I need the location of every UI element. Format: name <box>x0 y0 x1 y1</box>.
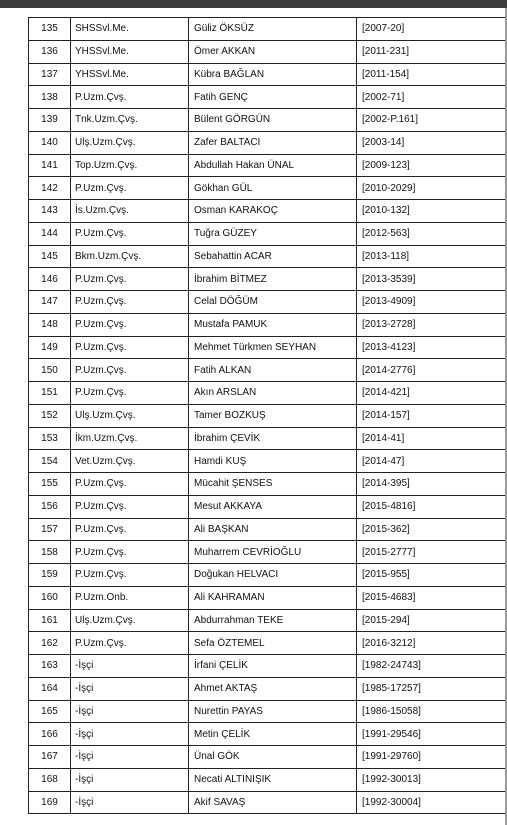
table-row <box>29 768 506 791</box>
row-number: 159 <box>29 564 71 587</box>
rank-cell: P.Uzm.Çvş. <box>71 473 189 496</box>
row-number: 166 <box>29 723 71 746</box>
registry-cell: [2015-362] <box>357 518 506 541</box>
registry-cell: [2015-294] <box>357 609 506 632</box>
rank-cell: P.Uzm.Çvş. <box>71 222 189 245</box>
table-row <box>29 63 506 86</box>
personnel-table <box>28 17 506 814</box>
registry-cell: [2015-2777] <box>357 541 506 564</box>
table-row <box>29 473 506 496</box>
personnel-table-body <box>29 18 506 814</box>
row-number: 168 <box>29 768 71 791</box>
table-row <box>29 245 506 268</box>
name-cell: Mücahit ŞENSES <box>189 473 357 496</box>
name-cell: Zafer BALTACI <box>189 131 357 154</box>
table-row <box>29 268 506 291</box>
registry-cell: [2014-395] <box>357 473 506 496</box>
registry-cell: [1991-29760] <box>357 746 506 769</box>
name-cell: Abdurrahman TEKE <box>189 609 357 632</box>
table-row <box>29 382 506 405</box>
registry-cell: [2013-3539] <box>357 268 506 291</box>
registry-cell: [2013-4909] <box>357 291 506 314</box>
registry-cell: [1992-30013] <box>357 768 506 791</box>
name-cell: Nurettin PAYAS <box>189 700 357 723</box>
registry-cell: [2013-4123] <box>357 336 506 359</box>
registry-cell: [2015-4683] <box>357 586 506 609</box>
name-cell: Ali KAHRAMAN <box>189 586 357 609</box>
row-number: 139 <box>29 109 71 132</box>
registry-cell: [1985-17257] <box>357 677 506 700</box>
rank-cell: -İşçi <box>71 723 189 746</box>
registry-cell: [1992-30004] <box>357 791 506 814</box>
row-number: 156 <box>29 495 71 518</box>
rank-cell: P.Uzm.Çvş. <box>71 495 189 518</box>
registry-cell: [2014-157] <box>357 404 506 427</box>
rank-cell: Ulş.Uzm.Çvş. <box>71 609 189 632</box>
table-row <box>29 86 506 109</box>
row-number: 150 <box>29 359 71 382</box>
registry-cell: [2011-154] <box>357 63 506 86</box>
rank-cell: P.Uzm.Çvş. <box>71 177 189 200</box>
row-number: 136 <box>29 40 71 63</box>
registry-cell: [2012-563] <box>357 222 506 245</box>
rank-cell: P.Uzm.Çvş. <box>71 382 189 405</box>
name-cell: Tuğra GÜZEY <box>189 222 357 245</box>
row-number: 140 <box>29 131 71 154</box>
registry-cell: [2016-3212] <box>357 632 506 655</box>
registry-cell: [2010-132] <box>357 200 506 223</box>
table-row <box>29 131 506 154</box>
name-cell: Doğukan HELVACI <box>189 564 357 587</box>
table-row <box>29 632 506 655</box>
rank-cell: -İşçi <box>71 655 189 678</box>
table-row <box>29 40 506 63</box>
rank-cell: Vet.Uzm.Çvş. <box>71 450 189 473</box>
rank-cell: -İşçi <box>71 700 189 723</box>
name-cell: İbrahim ÇEVİK <box>189 427 357 450</box>
table-row <box>29 677 506 700</box>
name-cell: Ahmet AKTAŞ <box>189 677 357 700</box>
name-cell: Kübra BAĞLAN <box>189 63 357 86</box>
rank-cell: P.Uzm.Çvş. <box>71 86 189 109</box>
row-number: 142 <box>29 177 71 200</box>
registry-cell: [2014-421] <box>357 382 506 405</box>
name-cell: Akif SAVAŞ <box>189 791 357 814</box>
row-number: 157 <box>29 518 71 541</box>
rank-cell: P.Uzm.Çvş. <box>71 268 189 291</box>
rank-cell: YHSSvl.Me. <box>71 40 189 63</box>
name-cell: Celal DÖĞÜM <box>189 291 357 314</box>
table-row <box>29 655 506 678</box>
table-row <box>29 200 506 223</box>
table-row <box>29 359 506 382</box>
registry-cell: [2011-231] <box>357 40 506 63</box>
rank-cell: P.Uzm.Çvş. <box>71 564 189 587</box>
row-number: 163 <box>29 655 71 678</box>
row-number: 141 <box>29 154 71 177</box>
name-cell: Mesut AKKAYA <box>189 495 357 518</box>
name-cell: Mustafa PAMUK <box>189 313 357 336</box>
registry-cell: [2014-41] <box>357 427 506 450</box>
table-row <box>29 291 506 314</box>
row-number: 145 <box>29 245 71 268</box>
row-number: 158 <box>29 541 71 564</box>
registry-cell: [1982-24743] <box>357 655 506 678</box>
registry-cell: [2014-2776] <box>357 359 506 382</box>
table-row <box>29 791 506 814</box>
table-row <box>29 564 506 587</box>
name-cell: Ömer AKKAN <box>189 40 357 63</box>
registry-cell: [2010-2029] <box>357 177 506 200</box>
name-cell: İrfani ÇELİK <box>189 655 357 678</box>
registry-cell: [2007-20] <box>357 18 506 41</box>
table-row <box>29 609 506 632</box>
registry-cell: [2015-4816] <box>357 495 506 518</box>
row-number: 154 <box>29 450 71 473</box>
registry-cell: [1991-29546] <box>357 723 506 746</box>
registry-cell: [2002-71] <box>357 86 506 109</box>
table-row <box>29 109 506 132</box>
row-number: 169 <box>29 791 71 814</box>
table-row <box>29 746 506 769</box>
name-cell: Metin ÇELİK <box>189 723 357 746</box>
row-number: 135 <box>29 18 71 41</box>
rank-cell: -İşçi <box>71 768 189 791</box>
table-row <box>29 700 506 723</box>
registry-cell: [2003-14] <box>357 131 506 154</box>
table-row <box>29 404 506 427</box>
row-number: 137 <box>29 63 71 86</box>
rank-cell: P.Uzm.Onb. <box>71 586 189 609</box>
rank-cell: P.Uzm.Çvş. <box>71 336 189 359</box>
row-number: 160 <box>29 586 71 609</box>
name-cell: Fatih GENÇ <box>189 86 357 109</box>
table-row <box>29 518 506 541</box>
name-cell: Sefa ÖZTEMEL <box>189 632 357 655</box>
registry-cell: [2013-118] <box>357 245 506 268</box>
table-row <box>29 495 506 518</box>
rank-cell: Tnk.Uzm.Çvş. <box>71 109 189 132</box>
row-number: 151 <box>29 382 71 405</box>
row-number: 164 <box>29 677 71 700</box>
rank-cell: -İşçi <box>71 746 189 769</box>
rank-cell: P.Uzm.Çvş. <box>71 632 189 655</box>
document-page <box>0 8 507 825</box>
name-cell: İbrahim BİTMEZ <box>189 268 357 291</box>
rank-cell: Bkm.Uzm.Çvş. <box>71 245 189 268</box>
row-number: 165 <box>29 700 71 723</box>
name-cell: Sebahattin ACAR <box>189 245 357 268</box>
row-number: 153 <box>29 427 71 450</box>
row-number: 147 <box>29 291 71 314</box>
name-cell: Hamdi KUŞ <box>189 450 357 473</box>
table-row <box>29 427 506 450</box>
name-cell: Osman KARAKOÇ <box>189 200 357 223</box>
row-number: 148 <box>29 313 71 336</box>
rank-cell: -İşçi <box>71 677 189 700</box>
row-number: 149 <box>29 336 71 359</box>
row-number: 155 <box>29 473 71 496</box>
rank-cell: YHSSvl.Me. <box>71 63 189 86</box>
name-cell: Ali BAŞKAN <box>189 518 357 541</box>
registry-cell: [2002-P.161] <box>357 109 506 132</box>
name-cell: Necati ALTINIŞIK <box>189 768 357 791</box>
table-row <box>29 586 506 609</box>
table-row <box>29 541 506 564</box>
rank-cell: -İşçi <box>71 791 189 814</box>
table-row <box>29 222 506 245</box>
row-number: 144 <box>29 222 71 245</box>
registry-cell: [2013-2728] <box>357 313 506 336</box>
row-number: 143 <box>29 200 71 223</box>
rank-cell: Ulş.Uzm.Çvş. <box>71 404 189 427</box>
rank-cell: P.Uzm.Çvş. <box>71 359 189 382</box>
rank-cell: Top.Uzm.Çvş. <box>71 154 189 177</box>
name-cell: Bülent GÖRGÜN <box>189 109 357 132</box>
table-row <box>29 154 506 177</box>
name-cell: Abdullah Hakan ÜNAL <box>189 154 357 177</box>
registry-cell: [2014-47] <box>357 450 506 473</box>
name-cell: Tamer BOZKUŞ <box>189 404 357 427</box>
table-row <box>29 336 506 359</box>
rank-cell: P.Uzm.Çvş. <box>71 518 189 541</box>
rank-cell: SHSSvl.Me. <box>71 18 189 41</box>
row-number: 152 <box>29 404 71 427</box>
table-row <box>29 18 506 41</box>
row-number: 167 <box>29 746 71 769</box>
table-row <box>29 177 506 200</box>
row-number: 146 <box>29 268 71 291</box>
name-cell: Ünal GÖK <box>189 746 357 769</box>
row-number: 162 <box>29 632 71 655</box>
row-number: 138 <box>29 86 71 109</box>
rank-cell: P.Uzm.Çvş. <box>71 541 189 564</box>
table-row <box>29 723 506 746</box>
name-cell: Akın ARSLAN <box>189 382 357 405</box>
table-row <box>29 450 506 473</box>
name-cell: Fatih ALKAN <box>189 359 357 382</box>
rank-cell: P.Uzm.Çvş. <box>71 313 189 336</box>
row-number: 161 <box>29 609 71 632</box>
rank-cell: İkm.Uzm.Çvş. <box>71 427 189 450</box>
name-cell: Güliz ÖKSÜZ <box>189 18 357 41</box>
name-cell: Gökhan GÜL <box>189 177 357 200</box>
rank-cell: P.Uzm.Çvş. <box>71 291 189 314</box>
registry-cell: [2015-955] <box>357 564 506 587</box>
rank-cell: İs.Uzm.Çvş. <box>71 200 189 223</box>
registry-cell: [2009-123] <box>357 154 506 177</box>
name-cell: Muharrem CEVRİOĞLU <box>189 541 357 564</box>
table-row <box>29 313 506 336</box>
top-bar <box>0 0 507 8</box>
registry-cell: [1986-15058] <box>357 700 506 723</box>
name-cell: Mehmet Türkmen SEYHAN <box>189 336 357 359</box>
rank-cell: Ulş.Uzm.Çvş. <box>71 131 189 154</box>
